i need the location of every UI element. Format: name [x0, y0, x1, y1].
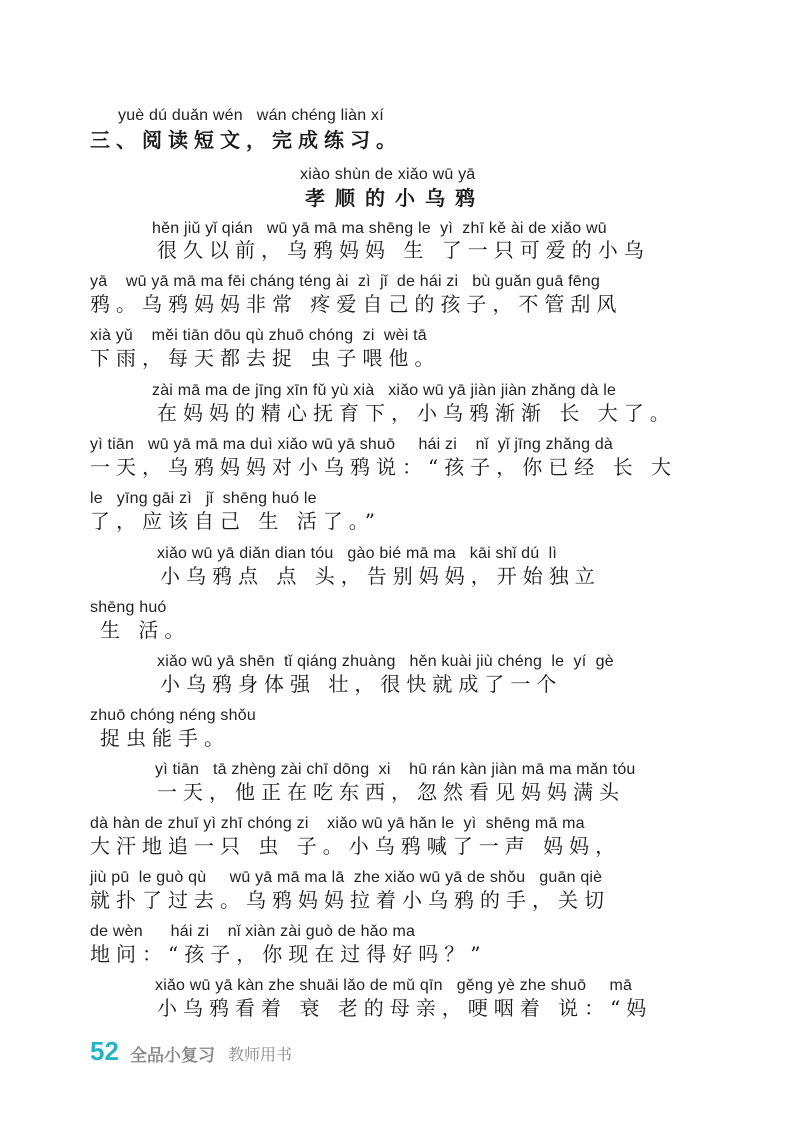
- section-heading-pinyin: yuè dú duǎn wén wán chéng liàn xí: [118, 107, 384, 124]
- story-line-6-text: 了，应该自己 生 活了。”: [90, 509, 381, 533]
- story-line-10-text: 捉虫能手。: [100, 726, 230, 750]
- story-line-1-pinyin: hěn jiǔ yǐ qián wū yā mā ma shēng le yì zhī kě ài de xiǎo wū: [152, 220, 607, 237]
- story-line-5-text: 一天，乌鸦妈妈对小乌鸦说：“孩子，你已经 长 大: [90, 455, 677, 479]
- book-subtitle: 教师用书: [228, 1045, 293, 1064]
- story-line-8-pinyin: shēng huó: [90, 599, 167, 616]
- story-line-15-pinyin: xiǎo wū yā kàn zhe shuāi lǎo de mǔ qīn gěng yè zhe shuō mā: [155, 977, 633, 994]
- story-title-pinyin: xiào shùn de xiǎo wū yā: [300, 166, 476, 183]
- story-line-5-pinyin: yì tiān wū yā mā ma duì xiǎo wū yā shuō hái zi nǐ yǐ jīng zhǎng dà: [90, 436, 614, 453]
- story-line-13-pinyin: jiù pū le guò qù wū yā mā ma lā zhe xiǎo wū yā de shǒu guān qiè: [90, 869, 603, 886]
- story-line-2-pinyin: yā wū yā mā ma fēi cháng téng ài zì jǐ de hái zi bù guǎn guā fēng: [90, 273, 601, 290]
- story-line-6-pinyin: le yīng gāi zì jǐ shēng huó le: [90, 490, 317, 507]
- story-line-12-text: 大汗地追一只 虫 子。小乌鸦喊了一声 妈妈，: [90, 834, 622, 858]
- story-line-3-pinyin: xià yǔ měi tiān dōu qù zhuō chóng zi wèi tā: [90, 327, 427, 344]
- story-line-1-text: 很久以前，乌鸦妈妈 生 了一只可爱的小乌: [157, 238, 650, 262]
- section-heading: 三、阅读短文，完成练习。: [90, 128, 402, 152]
- story-line-13-text: 就扑了过去。乌鸦妈妈拉着小乌鸦的手，关切: [90, 888, 610, 912]
- story-line-2-text: 鸦。乌鸦妈妈非常 疼爱自己的孩子，不管刮风: [90, 292, 623, 316]
- story-line-9-pinyin: xiǎo wū yā shēn tǐ qiáng zhuàng hěn kuài jiù chéng le yí gè: [157, 653, 614, 670]
- story-line-4-pinyin: zài mā ma de jīng xīn fǔ yù xià xiǎo wū yā jiàn jiàn zhǎng dà le: [152, 382, 617, 399]
- story-line-14-text: 地问：“孩子，你现在过得好吗？”: [90, 942, 487, 966]
- page-number: 52: [90, 1036, 119, 1066]
- story-line-8-text: 生 活。: [100, 618, 191, 642]
- story-line-4-text: 在妈妈的精心抚育下，小乌鸦渐渐 长 大了。: [157, 401, 676, 425]
- story-line-9-text: 小乌鸦身体强 壮，很快就成了一个: [160, 672, 563, 696]
- story-line-15-text: 小乌鸦看着 衰 老的母亲，哽咽着 说：“妈: [157, 996, 653, 1020]
- story-title: 孝顺的小乌鸦: [305, 186, 485, 210]
- story-line-3-text: 下雨，每天都去捉 虫子喂他。: [90, 346, 441, 370]
- story-line-11-text: 一天，他正在吃东西，忽然看见妈妈满头: [157, 780, 625, 804]
- book-name: 全品小复习: [130, 1046, 215, 1066]
- story-line-10-pinyin: zhuō chóng néng shǒu: [90, 707, 256, 724]
- story-line-7-text: 小乌鸦点 点 头，告别妈妈，开始独立: [160, 564, 601, 588]
- story-line-14-pinyin: de wèn hái zi nǐ xiàn zài guò de hǎo ma: [90, 923, 416, 940]
- story-line-12-pinyin: dà hàn de zhuī yì zhī chóng zi xiǎo wū yā hǎn le yì shēng mā ma: [90, 815, 585, 832]
- story-line-7-pinyin: xiǎo wū yā diǎn dian tóu gào bié mā ma kāi shǐ dú lì: [157, 545, 558, 562]
- story-line-11-pinyin: yì tiān tā zhèng zài chī dōng xi hū rán kàn jiàn mā ma mǎn tóu: [155, 761, 636, 778]
